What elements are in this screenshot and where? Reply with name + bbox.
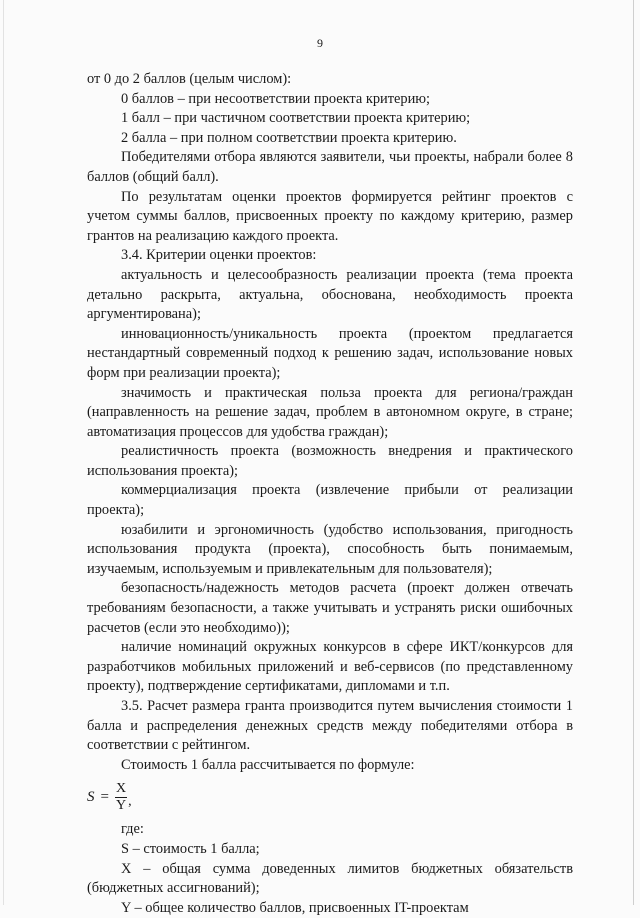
paragraphs-after-formula [87, 820, 573, 918]
formula-equals: = [100, 788, 109, 805]
paragraph: 3.4. Критерии оценки проектов: [121, 247, 317, 264]
formula-numerator: X [115, 780, 127, 796]
paragraph: 3.5. Расчет размера гранта производится путем вычисления стоимости 1 балла и распределения денежных средств между победителями отбора в соответствии с рейтингом. [87, 698, 573, 754]
paragraph: 0 баллов – при несоответствии проекта критерию; [121, 90, 431, 107]
paragraph: от 0 до 2 баллов (целым числом): [87, 71, 292, 87]
formula-comma: , [128, 793, 132, 809]
paragraph: значимость и практическая польза проекта для региона/граждан (направленность на решение задач, проблем в автономном округе, в стране; автоматизация процессов для удобства граждан); [87, 384, 573, 440]
paragraph: Победителями отбора являются заявители, чьи проекты, набрали более 8 баллов (общий балл). [87, 149, 573, 185]
paragraph: инновационность/уникальность проекта (проектом предлагается нестандартный современный подход к решению задач, использование новых форм при реализации проекта); [87, 325, 573, 381]
formula-denominator: Y [115, 797, 127, 813]
paragraph: юзабилити и эргономичность (удобство использования, пригодность использования продукта (проекта), способность быть понимаемым, изучаемым, используемым и привлекательным для пользователя); [87, 521, 573, 577]
formula [87, 777, 573, 817]
paragraph: где: [121, 821, 144, 838]
formula-lhs: S [87, 788, 95, 805]
paragraph: актуальность и целесообразность реализации проекта (тема проекта детально раскрыта, актуальна, обоснована, необходимость проекта аргументирована); [87, 266, 573, 323]
paragraph: S – стоимость 1 балла; [121, 840, 260, 857]
formula-fraction [115, 781, 127, 814]
paragraph: Стоимость 1 балла рассчитывается по формуле: [121, 756, 415, 773]
document-body [87, 70, 573, 918]
paragraph: Y – общее количество баллов, присвоенных IT-проектам [121, 899, 469, 916]
paragraph: 2 балла – при полном соответствии проекта критерию. [121, 129, 457, 146]
scan-edge-left [3, 0, 4, 905]
paragraph: коммерциализация проекта (извлечение прибыли от реализации проекта); [87, 482, 573, 519]
paragraph: По результатам оценки проектов формируется рейтинг проектов с учетом суммы баллов, присвоенных проекту по каждому критерию, размер грантов на реализацию каждого проекта. [87, 188, 573, 244]
page-number: 9 [317, 36, 323, 50]
paragraph: 1 балл – при частичном соответствии проекта критерию; [121, 110, 471, 127]
paragraph: реалистичность проекта (возможность внедрения и практического использования проекта); [87, 443, 573, 479]
scan-edge-right [633, 0, 634, 905]
paragraph: безопасность/надежность методов расчета (проект должен отвечать требованиям безопасности, а также учитывать и устранять риски ошибочных расчетов (если это необходимо)); [87, 580, 573, 636]
paragraph: X – общая сумма доведенных лимитов бюджетных обязательств (бюджетных ассигнований); [87, 860, 573, 897]
paragraph: наличие номинаций окружных конкурсов в сфере ИКТ/конкурсов для разработчиков мобильных приложений и веб-сервисов (по представленному проекту), подтверждение сертификатами, дипломами и т.п. [87, 639, 573, 695]
paragraphs-before-formula [87, 70, 573, 775]
